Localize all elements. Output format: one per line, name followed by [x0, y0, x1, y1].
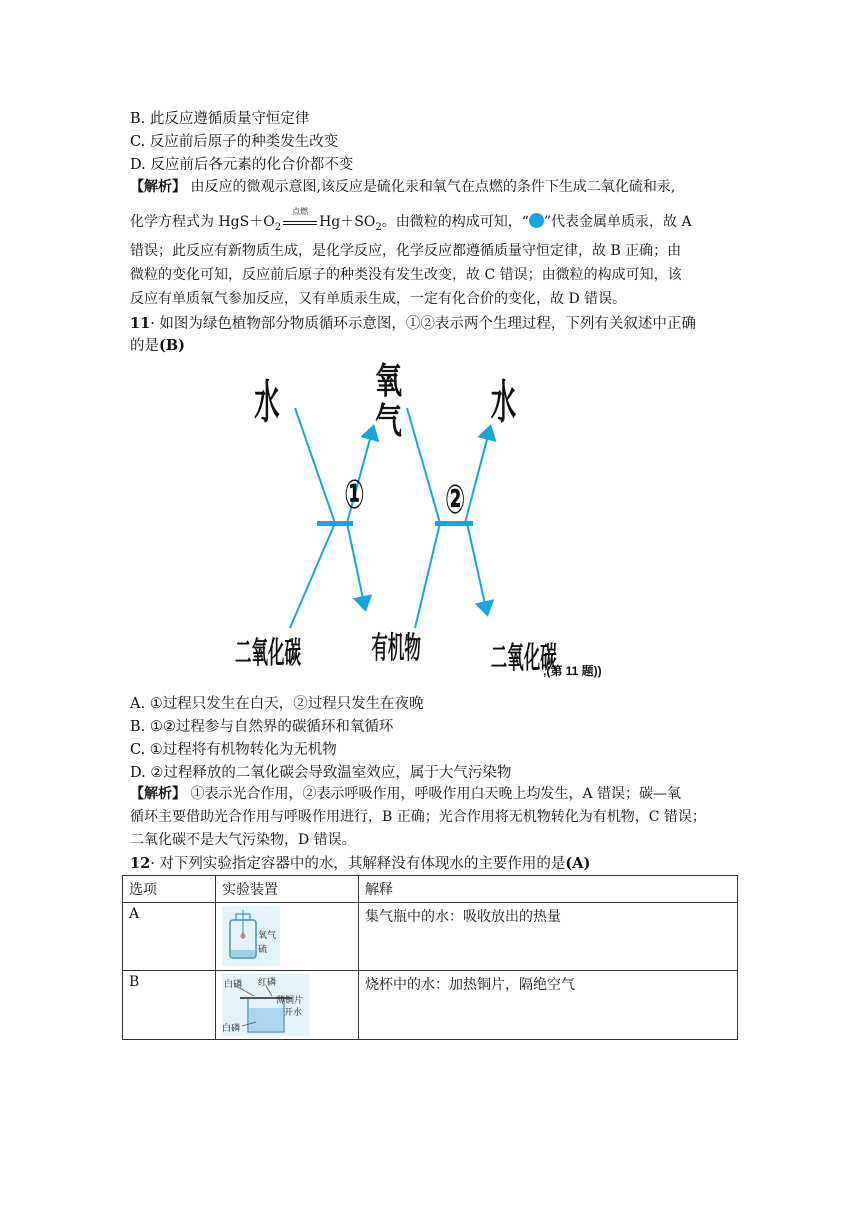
diagram-label-organic-matter: 有机物: [371, 630, 421, 666]
header-explanation: 解释: [359, 876, 738, 903]
q10-analysis-line-3: 错误；此反应有新物质生成，是化学反应，化学反应都遵循质量守恒定律，故 B 正确；由: [130, 243, 682, 259]
q10-option-c: C. 反应前后原子的种类发生改变: [130, 134, 339, 150]
row-b-explanation: 烧杯中的水：加热铜片，隔绝空气: [359, 971, 738, 1040]
q10-analysis-line-4: 微粒的变化可知，反应前后原子的种类没有发生改变，故 C 错误；由微粒的构成可知，该: [130, 267, 682, 283]
diagram-label-process-2: ②: [445, 475, 466, 523]
q12-answer: (A): [565, 855, 591, 872]
q11-analysis-line-2: 循环主要借助光合作用与呼吸作用进行，B 正确；光合作用将无机物转化为有机物，C 错误；: [130, 809, 706, 825]
q11-option-c: C. ①过程将有机物转化为无机物: [130, 742, 337, 758]
header-option: 选项: [123, 876, 216, 903]
q11-number: 11: [130, 315, 151, 332]
row-a-apparatus: [216, 903, 359, 971]
diagram-label-co2-right: 二氧化碳: [490, 640, 557, 676]
diagram-label-water-right: 水: [490, 375, 517, 430]
q10-option-d: D. 反应前后各元素的化合价都不变: [130, 157, 354, 173]
diagram-caption: ,(第 11 题)): [543, 664, 602, 678]
row-b-apparatus: [216, 971, 359, 1040]
row-b-option: B: [123, 971, 216, 1040]
diagram-label-oxygen-group: [375, 359, 402, 442]
q11-analysis-line-1: 【解析】 ①表示光合作用，②表示呼吸作用，呼吸作用白天晚上均发生，A 错误；碳—氧: [130, 786, 682, 802]
q10-analysis-tag: 【解析】: [130, 179, 186, 195]
cycle-diagram-svg: [235, 358, 625, 688]
reaction-condition-arrow: 点燃: [283, 215, 317, 229]
q11-stem-line-2: 的是(B): [130, 337, 185, 354]
q10-option-b: B. 此反应遵循质量守恒定律: [130, 111, 310, 127]
q11-stem-line-1: 11· 如图为绿色植物部分物质循环示意图，①②表示两个生理过程，下列有关叙述中正确: [130, 315, 696, 332]
table-row: [123, 971, 738, 1040]
beaker-phosphorus-image: 白磷 红磷 薄铜片 开水 白磷: [222, 974, 310, 1036]
q10-analysis-line-5: 反应有单质氧气参加反应，又有单质汞生成，一定有化合价的变化，故 D 错误。: [130, 291, 627, 307]
diagram-label-process-1: ①: [344, 470, 365, 518]
q12-stem: 12· 对下列实验指定容器中的水，其解释没有体现水的主要作用的是(A): [130, 855, 591, 872]
q11-option-b: B. ①②过程参与自然界的碳循环和氧循环: [130, 719, 394, 735]
plant-material-cycle-diagram: [235, 358, 625, 688]
mercury-atom-icon: [529, 213, 544, 228]
table-row: [123, 903, 738, 971]
q11-option-d: D. ②过程释放的二氧化碳会导致温室效应，属于大气污染物: [130, 765, 512, 781]
process-1-arrows: [290, 408, 373, 628]
q12-table: [122, 875, 738, 1040]
q10-analysis-line-1: 【解析】 由反应的微观示意图,该反应是硫化汞和氧气在点燃的条件下生成二氧化硫和汞,: [130, 179, 676, 195]
q11-answer: (B): [159, 337, 185, 354]
diagram-label-oxygen: 氧气: [375, 359, 402, 443]
q11-analysis-tag: 【解析】: [130, 786, 186, 802]
q11-analysis-line-3: 二氧化碳不是大气污染物，D 错误。: [130, 832, 356, 848]
table-header-row: [123, 876, 738, 903]
q12-number: 12: [130, 855, 151, 872]
diagram-label-water-left: 水: [254, 375, 280, 430]
gas-bottle-sulfur-image: 氧气 硫: [222, 906, 280, 966]
q10-equation-line: 化学方程式为 $HgS+O_2$ 点燃 $Hg+SO_2$。由微粒的构成可知，“ ”代表金属单质汞，故 A: [130, 207, 692, 233]
q11-option-a: A. ①过程只发生在白天，②过程只发生在夜晚: [130, 696, 424, 712]
row-a-explanation: 集气瓶中的水：吸收放出的热量: [359, 903, 738, 971]
header-apparatus: 实验装置: [216, 876, 359, 903]
row-a-option: A: [123, 903, 216, 971]
diagram-label-co2-left: 二氧化碳: [235, 635, 301, 671]
